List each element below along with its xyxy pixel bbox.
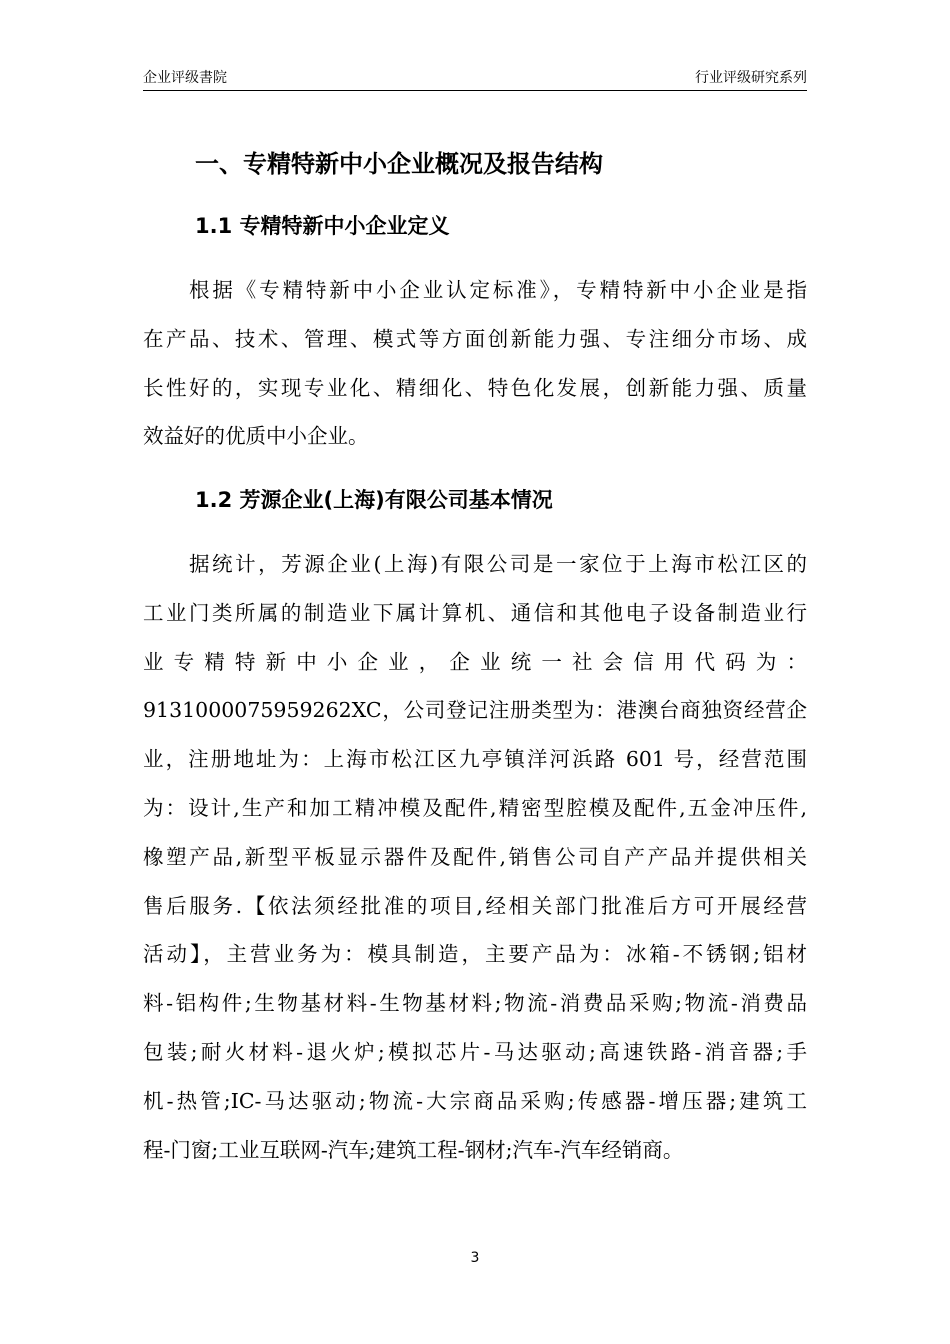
paragraph-line: 程-门窗;工业互联网-汽车;建筑工程-钢材;汽车-汽车经销商。 <box>143 1137 684 1162</box>
paragraph-line: 根据《专精特新中小企业认定标准》，专精特新中小企业是指 <box>189 278 807 302</box>
paragraph-line: 业 专 精 特 新 中 小 企 业 ， 企 业 统 一 社 会 信 用 代 码 为 ： <box>143 649 807 674</box>
paragraph-line: 据统计，芳源企业(上海)有限公司是一家位于上海市松江区的 <box>189 552 807 576</box>
section-heading: 一、专精特新中小企业概况及报告结构 <box>195 150 603 178</box>
paragraph-line: 为：设计,生产和加工精冲模及配件,精密型腔模及配件,五金冲压件, <box>143 795 807 820</box>
paragraph-line: 工业门类所属的制造业下属计算机、通信和其他电子设备制造业行 <box>143 600 807 625</box>
subsection-heading-1-2: 1.2 芳源企业(上海)有限公司基本情况 <box>195 488 553 512</box>
paragraph-line: 包装;耐火材料-退火炉;模拟芯片-马达驱动;高速铁路-消音器;手 <box>143 1039 807 1064</box>
paragraph-line: 机-热管;IC-马达驱动;物流-大宗商品采购;传感器-增压器;建筑工 <box>143 1088 807 1113</box>
page-number: 3 <box>470 1250 480 1266</box>
paragraph-line: 活动】，主营业务为：模具制造，主要产品为：冰箱-不锈钢;铝材 <box>143 942 807 967</box>
paragraph-line: 售后服务.【依法须经批准的项目,经相关部门批准后方可开展经营 <box>143 893 807 918</box>
subsection-heading-1-1: 1.1 专精特新中小企业定义 <box>195 214 450 238</box>
header-left-title: 企业评级書院 <box>143 70 227 86</box>
company-info-paragraph <box>143 540 807 1174</box>
paragraph-line: 业，注册地址为：上海市松江区九亭镇洋河浜路 601 号，经营范围 <box>143 747 807 772</box>
paragraph-line: 料-铝构件;生物基材料-生物基材料;物流-消费品采购;物流-消费品 <box>143 991 807 1016</box>
paragraph-line: 在产品、技术、管理、模式等方面创新能力强、专注细分市场、成 <box>143 326 807 351</box>
paragraph-line: 9131000075959262XC，公司登记注册类型为：港澳台商独资经营企 <box>143 698 807 723</box>
page-header <box>143 66 807 91</box>
paragraph-line: 橡塑产品,新型平板显示器件及配件,销售公司自产产品并提供相关 <box>143 844 807 869</box>
paragraph-line: 效益好的优质中小企业。 <box>143 424 369 449</box>
paragraph-line: 长性好的，实现专业化、精细化、特色化发展，创新能力强、质量 <box>143 375 807 400</box>
definition-paragraph <box>143 266 807 461</box>
header-right-title: 行业评级研究系列 <box>695 70 807 86</box>
